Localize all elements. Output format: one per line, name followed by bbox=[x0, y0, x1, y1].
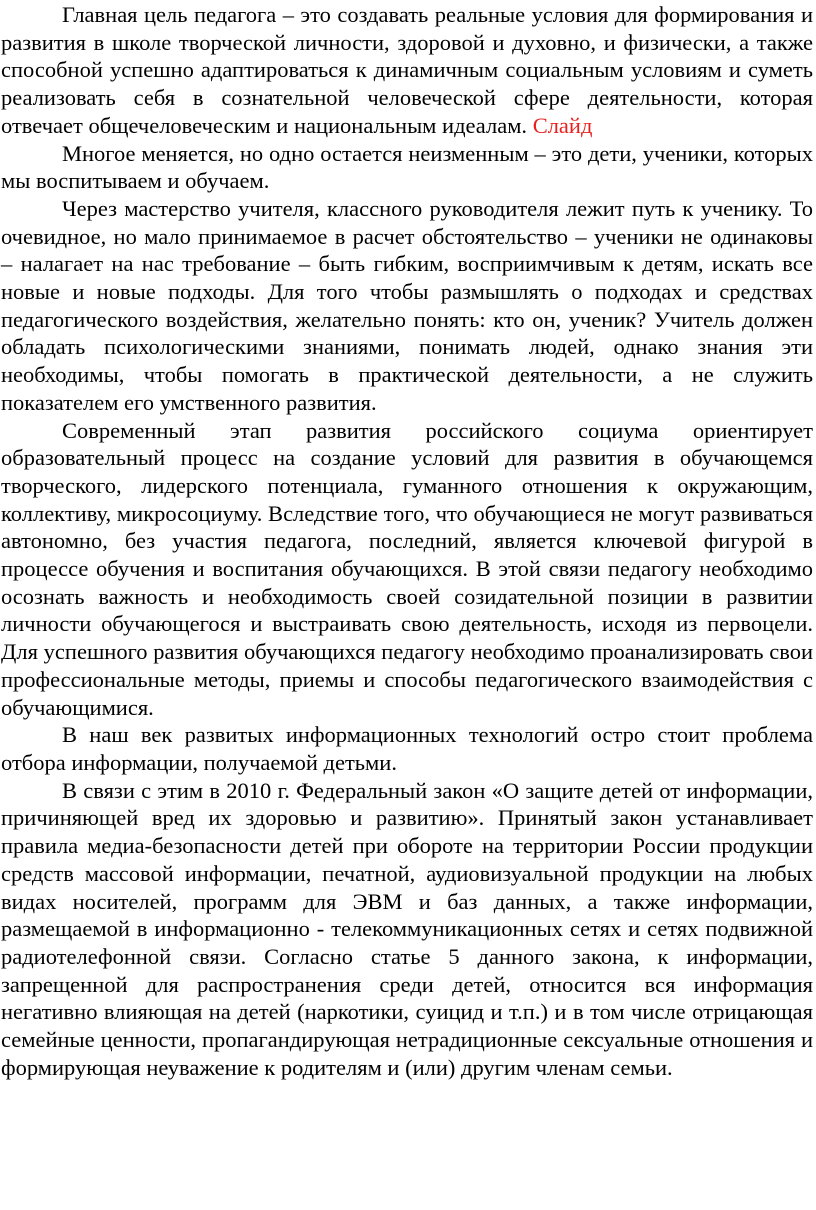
paragraph-children bbox=[1, 140, 813, 195]
paragraph-text: Многое меняется, но одно остается неизменным – это дети, ученики, которых мы воспитываем и обучаем. bbox=[1, 140, 813, 194]
paragraph-text: В связи с этим в 2010 г. Федеральный закон «О защите детей от информации, причиняющей вред их здоровью и развитию». Принятый закон устанавливает правила медиа-безопасности детей при обороте на территории России продукции средств массовой информации, печатной, аудиовизуальной продукции на любых видах носителей, программ для ЭВМ и баз данных, а также информации, размещаемой в информационно - телекоммуникационных сетях и сетях подвижной радиотелефонной связи. Согласно статье 5 данного закона, к информации, запрещенной для распространения среди детей, относится вся информация негативно влияющая на детей (наркотики, суицид и т.п.) и в том числе отрицающая семейные ценности, пропагандирующая нетрадиционные сексуальные отношения и формирующая неуважение к родителям и (или) другим членам семьи. bbox=[1, 777, 813, 1080]
paragraph-information-age bbox=[1, 721, 813, 776]
paragraph-text: В наш век развитых информационных технологий остро стоит проблема отбора информации, получаемой детьми. bbox=[1, 722, 813, 775]
paragraph-text: Через мастерство учителя, классного руководителя лежит путь к ученику. То очевидное, но мало принимаемое в расчет обстоятельство – ученики не одинаковы – налагает на нас требование – быть гибким, восприимчивым к детям, искать все новые и новые подходы. Для того чтобы размышлять о подходах и средствах педагогического воздействия, желательно понять: кто он, ученик? Учитель должен обладать психологическими знаниями, понимать людей, однако знания эти необходимы, чтобы помогать в практической деятельности, а не служить показателем его умственного развития. bbox=[1, 195, 813, 415]
paragraph-text: Главная цель педагога – это создавать реальные условия для формирования и развития в школе творческой личности, здоровой и духовно, и физически, а также способной успешно адаптироваться к динамичным социальным условиям и суметь реализовать себя в сознательной человеческой сфере деятельности, которая отвечает общечеловеческим и национальным идеалам. bbox=[1, 2, 813, 138]
paragraph-federal-law bbox=[1, 777, 813, 1082]
paragraph-modern-stage bbox=[1, 417, 813, 722]
paragraph-text: Современный этап развития российского социума ориентирует образовательный процесс на создание условий для развития в обучающемся творческого, лидерского потенциала, гуманного отношения к окружающим, коллективу, микросоциуму. Вследствие того, что обучающиеся не могут развиваться автономно, без участия педагога, последний, является ключевой фигурой в процессе обучения и воспитания обучающихся. В этой связи педагогу необходимо осознать важность и необходимость своей созидательной позиции в развитии личности обучающегося и выстраивать свою деятельность, исходя из первоцели. Для успешного развития обучающихся педагогу необходимо проанализировать свои профессиональные методы, приемы и способы педагогического взаимодействия с обучающимися. bbox=[1, 417, 813, 720]
paragraph-teacher-mastery bbox=[1, 195, 813, 417]
paragraph-goal bbox=[1, 1, 813, 140]
slide-marker: Слайд bbox=[532, 112, 593, 138]
